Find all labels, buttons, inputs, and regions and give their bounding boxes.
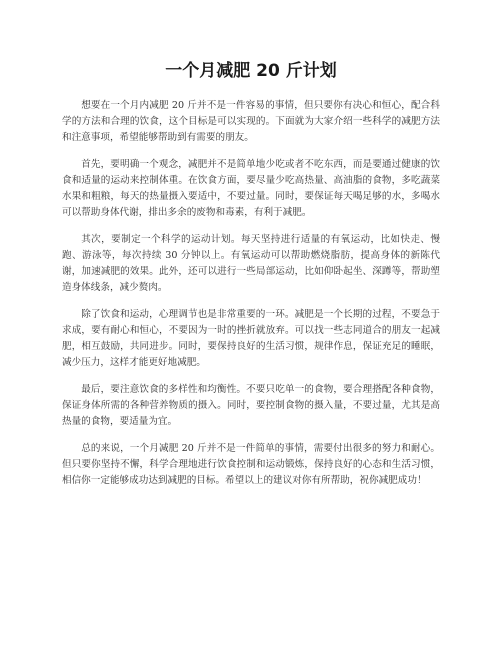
paragraph-balance: 最后，要注意饮食的多样性和均衡性。不要只吃单一的食物，要合理搭配各种食物，保证身体所需的各种营养物质的摄入。同时，要控制食物的摄入量，不要过量，尤其是高热量的食物，要适量为宜。: [62, 384, 440, 427]
paragraph-diet: 首先，要明确一个观念，减肥并不是简单地少吃或者不吃东西，而是要通过健康的饮食和适量的运动来控制体重。在饮食方面，要尽量少吃高热量、高油脂的食物，多吃蔬菜水果和粗粮，每天的热量摄入要适中，不要过量。同时，要保证每天喝足够的水，多喝水可以帮助身体代谢，排出多余的废物和毒素，有利于减肥。: [62, 159, 440, 218]
paragraph-exercise: 其次，要制定一个科学的运动计划。每天坚持进行适量的有氧运动，比如快走、慢跑、游泳等，每次持续 30 分钟以上。有氧运动可以帮助燃烧脂肪，提高身体的新陈代谢，加速减肥的效果。此外，还可以进行一些局部运动，比如仰卧起坐、深蹲等，帮助塑造身体线条，减少赘肉。: [62, 234, 440, 293]
paragraph-mindset: 除了饮食和运动，心理调节也是非常重要的一环。减肥是一个长期的过程，不要急于求成，要有耐心和恒心，不要因为一时的挫折就放弃。可以找一些志同道合的朋友一起减肥，相互鼓励，共同进步。同时，要保持良好的生活习惯，规律作息，保证充足的睡眠，减少压力，这样才能更好地减肥。: [62, 309, 440, 368]
paragraph-intro: 想要在一个月内减肥 20 斤并不是一件容易的事情，但只要你有决心和恒心，配合科学的方法和合理的饮食，这个目标是可以实现的。下面就为大家介绍一些科学的减肥方法和注意事项，希望能够帮助到有需要的朋友。: [62, 100, 440, 143]
document-body: [62, 98, 440, 500]
document-title: 一个月减肥 20 斤计划: [165, 61, 337, 81]
paragraph-conclusion: 总的来说，一个月减肥 20 斤并不是一件简单的事情，需要付出很多的努力和耐心。但只要你坚持不懈，科学合理地进行饮食控制和运动锻炼，保持良好的心态和生活习惯，相信你一定能够成功达到减肥的目标。希望以上的建议对你有所帮助，祝你减肥成功！: [62, 443, 440, 486]
